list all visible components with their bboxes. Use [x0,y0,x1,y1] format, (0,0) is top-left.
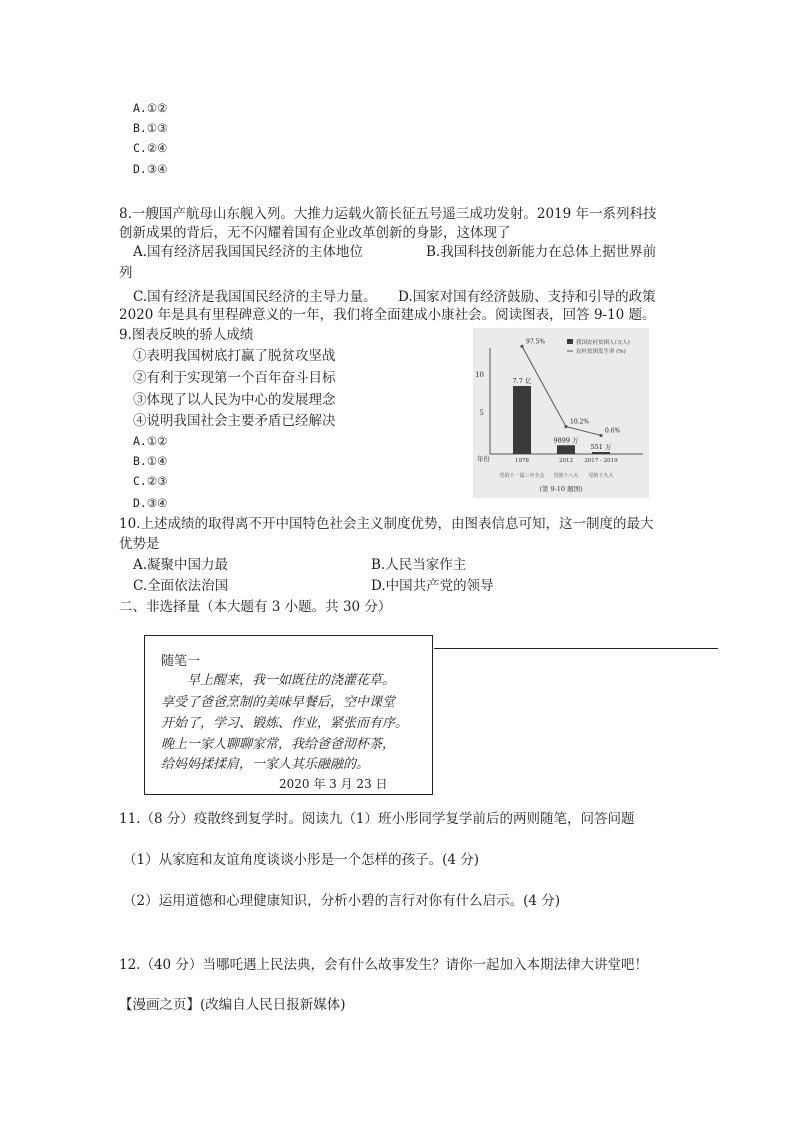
chart-rate-line [522,346,601,435]
legend-line-label: 农村贫困发生率 (%) [576,349,626,355]
q8-option-a: A.国有经济居我国国民经济的主体地位 [133,244,364,260]
q9-statement-3: ③体现了以人民为中心的发展理念 [133,392,336,408]
chart-x-tick-2: 2017 - 2019 [584,458,618,464]
chart-x-sublabel-1: 党的十八大 [553,473,579,479]
q8-stem-line-2: 创新成果的背后，无不闪耀着国有企业改革创新的身影，这体现了 [119,225,511,241]
chart-x-sublabel-0: 党的十一届三中全会 [499,473,545,479]
chart-y-tick-10: 10 [475,371,484,379]
q9-option-b: B.①④ [133,454,168,468]
legend-bar-label: 我国农村贫困人口(人) [576,340,630,346]
q10-option-b: B.人民当家作主 [371,557,467,573]
q11-stem: 11.（8 分）疫散终到复学时。阅读九（1）班小彤同学复学前后的两则随笔，问答问题 [119,811,635,827]
q10-option-a: A.凝聚中国力最 [133,557,229,573]
q7-option-b: B.①③ [133,121,168,135]
diary-line-5: 给妈妈揉揉肩，一家人其乐融融的。 [161,757,370,772]
chart-bar-0 [513,386,531,454]
q10-stem-line-2: 优势是 [119,536,160,552]
q9-statement-1: ①表明我国树底打赢了脱贫攻坚战 [133,348,336,364]
q8-stem-line-1: 8.一艘国产航母山东舰入列。大推力运载火箭长征五号遥三成功发射。2019 年一系列科技 [119,206,657,222]
poverty-chart [473,328,649,498]
q7-option-a: A.①② [133,101,168,115]
chart-bar-2 [592,452,610,454]
chart-bar-label-2: 551 万 [590,443,612,451]
chart-bar-label-0: 7.7 亿 [512,376,532,385]
q7-option-d: D.③④ [133,162,168,176]
chart-x-tick-0: 1978 [515,458,529,464]
section-2-title: 二、非选择量（本大题有 3 小题。共 30 分） [119,599,392,615]
q9-option-c: C.②③ [133,474,168,488]
q9-option-a: A.①② [133,434,168,448]
diary-box [144,635,433,795]
diary-line-2: 享受了爸爸烹制的美味早餐后，空中课堂 [161,695,396,710]
chart-bar-1 [557,445,575,454]
q12-comic-heading: 【漫画之页】(改编自人民日报新媒体) [119,997,346,1013]
q10-stem-line-1: 10.上述成绩的取得离不开中国特色社会主义制度优势，由图表信息可知，这一制度的最大 [119,516,654,532]
q8-option-c: C.国有经济是我国国民经济的主导力量。 [133,289,377,305]
q9-10-intro: 2020 年是具有里程碑意义的一年，我们将全面建成小康社会。阅读图表，回答 9-10 题。 [119,307,656,323]
q11-sub-1: （1）从家庭和友谊角度谈谈小彤是一个怎样的孩子。(4 分) [123,852,480,868]
q10-option-d: D.中国共产党的领导 [371,578,494,594]
chart-bar-label-1: 9899 万 [553,436,579,445]
chart-rate-point-0 [520,345,523,348]
diary-line-1: 早上醒来，我一如既往的浇灌花草。 [187,673,396,688]
q12-stem: 12.（40 分）当哪吒遇上民法典，会有什么故事发生？请你一起加入本期法律大讲堂吧！ [119,957,648,973]
chart-rate-point-2 [599,434,602,437]
q7-option-c: C.②④ [133,141,168,155]
chart-x-tick-1: 2012 [559,458,573,464]
chart-rate-point-1 [564,425,567,428]
chart-x-sublabel-2: 党的十九大 [588,473,614,479]
diary-line-3: 开始了，学习、锻炼、作业，紧张而有序。 [161,716,409,731]
chart-y-tick-5: 5 [479,409,484,417]
chart-x-axis-label: 年份 [477,455,490,463]
q9-statement-4: ④说明我国社会主要矛盾已经解决 [133,413,336,429]
chart-rate-label-2: 0.6% [605,427,621,435]
chart-rate-label-1: 10.2% [570,418,590,426]
q11-sub-2: （2）运用道德和心理健康知识，分析小碧的言行对你有什么启示。(4 分) [123,893,561,909]
q8-option-b: B.我国科技创新能力在总体上据世界前 [426,244,657,260]
chart-caption: (第 9-10 题图) [539,485,583,493]
divider-line [434,648,718,649]
q10-option-c: C.全面依法治国 [133,578,229,594]
chart-rate-label-0: 97.5% [526,338,546,346]
q8-option-d: D.国家对国有经济鼓励、支持和引导的政策 [398,289,656,305]
diary-date: 2020 年 3 月 23 日 [279,777,388,791]
q8-option-b-continued: 列 [119,265,133,281]
q9-statement-2: ②有利于实现第一个百年奋斗目标 [133,370,336,386]
q9-stem: 9.图表反映的骄人成绩 [119,327,254,343]
poverty-chart-svg [473,328,649,498]
diary-line-4: 晚上一家人聊聊家常，我给爸爸沏杯茶， [161,737,396,752]
legend-bar-swatch [567,339,573,344]
diary-title: 随笔一 [161,654,201,669]
q9-option-d: D.③④ [133,496,168,510]
